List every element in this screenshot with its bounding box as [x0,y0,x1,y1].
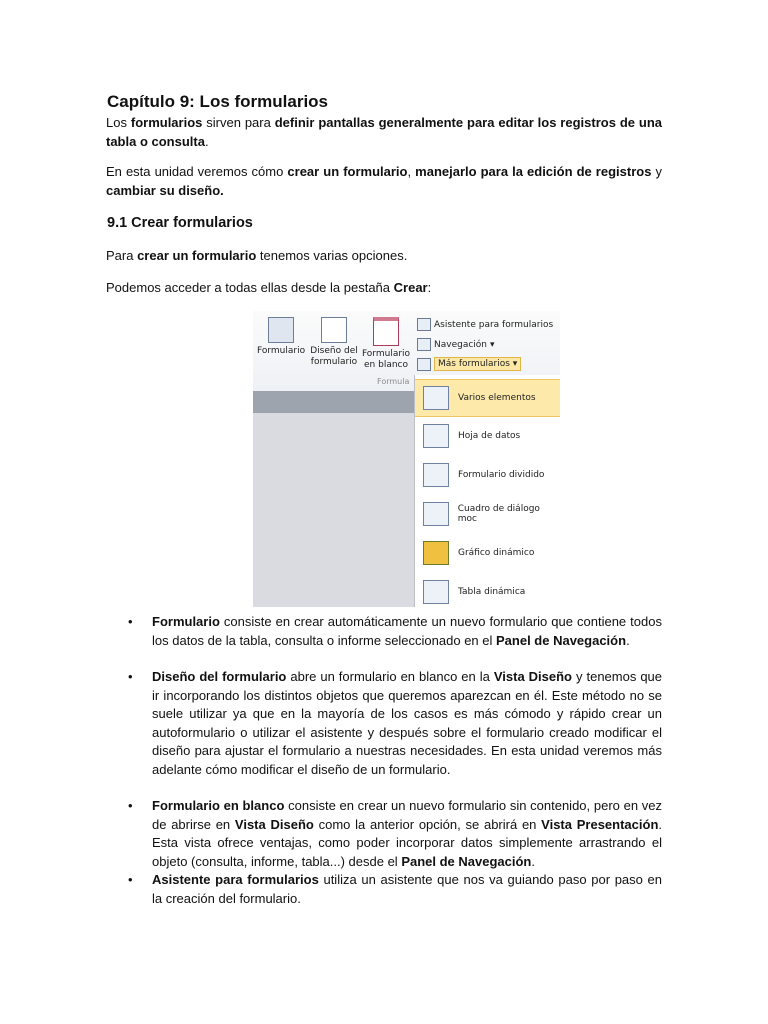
pivot-chart-icon [423,541,449,565]
navigation-icon [417,338,431,351]
wizard-icon [417,318,431,331]
more-forms-menu [414,375,560,607]
options-paragraph: Para crear un formulario tenemos varias opciones. [106,248,408,263]
navigation-pane [253,391,415,607]
chevron-down-icon: ▾ [490,339,495,350]
access-paragraph: Podemos acceder a todas ellas desde la pestaña Crear: [106,280,432,295]
split-form-icon [423,463,449,487]
section-title: 9.1 Crear formularios [107,215,253,231]
unit-paragraph: En esta unidad veremos cómo crear un formulario, manejarlo para la edición de registros y cambiar su diseño. [106,164,662,198]
blank-form-icon [373,317,399,346]
more-forms-icon [417,358,431,371]
list-item: • Asistente para formularios utiliza un asistente que nos va guiando paso por paso en la creación del formulario. [128,871,662,908]
dialog-icon [423,502,449,526]
navegacion-button[interactable]: Navegación ▾ [417,338,495,351]
chapter-title: Capítulo 9: Los formularios [107,92,329,111]
multiple-items-icon [423,386,449,410]
diseno-formulario-button[interactable]: Diseño del formulario [309,317,359,368]
form-design-icon [321,317,347,343]
menu-item-hoja[interactable]: Hoja de datos [415,418,560,454]
list-item: • Formulario consiste en crear automáticamente un nuevo formulario que contiene todos los datos de la tabla, consulta o informe seleccionado en el Panel de Navegación. [128,613,662,650]
menu-item-grafico[interactable]: Gráfico dinámico [415,535,560,571]
ribbon-screenshot [253,311,560,607]
formulario-blanco-button[interactable]: Formulario en blanco [361,317,411,371]
form-icon [268,317,294,343]
intro-paragraph: Los formularios sirven para definir pantallas generalmente para editar los registros de una tabla o consulta. [106,115,662,149]
navigation-pane-header [253,391,415,413]
menu-item-cuadro[interactable]: Cuadro de diálogo moc [415,496,560,532]
menu-item-dividido[interactable]: Formulario dividido [415,457,560,493]
datasheet-icon [423,424,449,448]
pivot-table-icon [423,580,449,604]
formulario-button[interactable]: Formulario [257,317,305,357]
asistente-button[interactable]: Asistente para formularios [417,318,553,331]
bullet-list [128,613,662,908]
group-label: Formula [377,377,410,386]
menu-item-varios[interactable]: Varios elementos [415,379,560,417]
menu-item-tabla[interactable]: Tabla dinámica [415,574,560,607]
mas-formularios-button[interactable]: Más formularios ▾ [417,357,521,371]
list-item: • Diseño del formulario abre un formulario en blanco en la Vista Diseño y tenemos que ir incorporando los distintos objetos que queremos aparezcan en él. Este método no se suele utilizar ya que en la mayoría de los casos es más cómodo y rápido crear un autoformulario o utilizar el asistente y después sobre el formulario creado modificar el diseño para ajustar el formulario a nuestras necesidades. En esta unidad veremos más adelante cómo modificar el diseño de un formulario. [128,668,662,779]
list-item: • Formulario en blanco consiste en crear un nuevo formulario sin contenido, pero en vez de abrirse en Vista Diseño como la anterior opción, se abrirá en Vista Presentación. Esta vista ofrece ventajas, como poder incorporar datos simplemente arrastrando el objeto (consulta, informe, tabla...) desde el Panel de Navegación. [128,797,662,871]
